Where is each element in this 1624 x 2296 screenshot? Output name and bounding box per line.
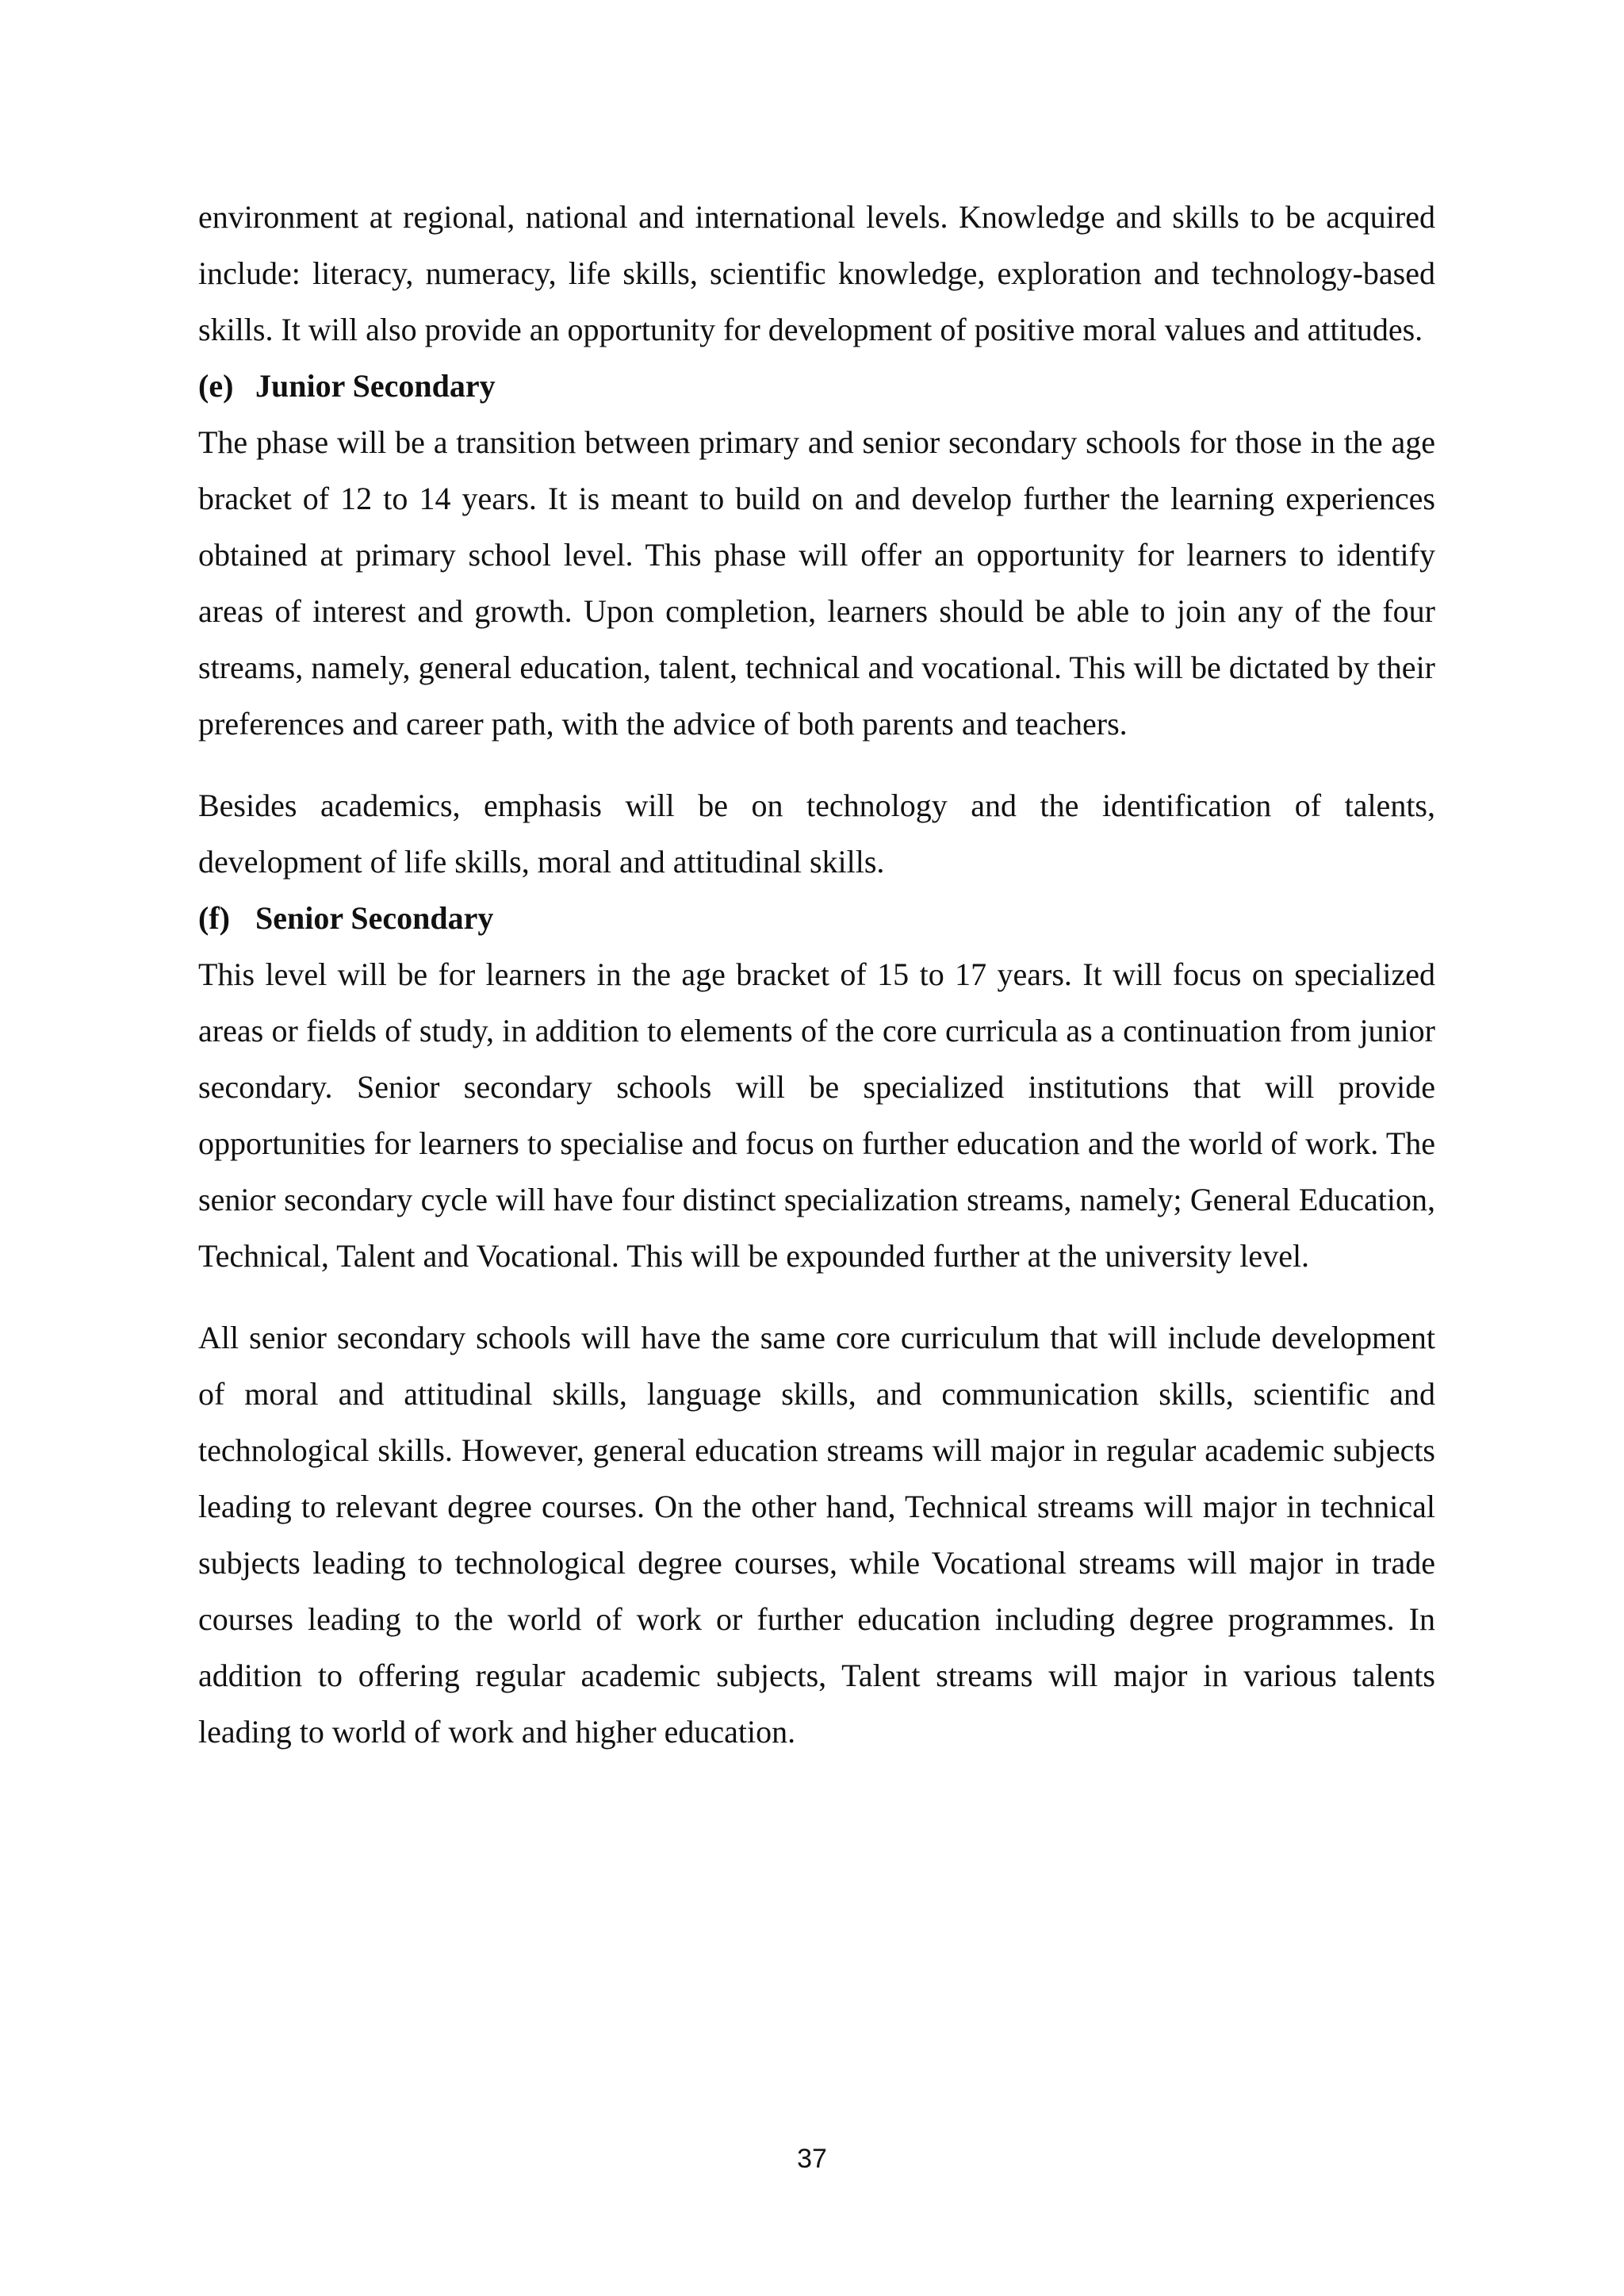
section-title: Junior Secondary xyxy=(255,368,496,404)
section-heading-senior-secondary xyxy=(198,890,1435,946)
section-heading-junior-secondary xyxy=(198,358,1435,414)
section-label: (f) xyxy=(198,900,230,936)
paragraph-intro: environment at regional, national and international levels. Knowledge and skills to be acquired include: literacy, numeracy, life skills, scientific knowledge, exploration and technology-based skills. It will also provide an opportunity for development of positive moral values and attitudes. xyxy=(198,199,1435,347)
paragraph-senior-2: All senior secondary schools will have the same core curriculum that will include development of moral and attitudinal skills, language skills, and communication skills, scientific and technological skills. However, general education streams will major in regular academic subjects leading to relevant degree courses. On the other hand, Technical streams will major in technical subjects leading to technological degree courses, while Vocational streams will major in trade courses leading to the world of work or further education including degree programmes. In addition to offering regular academic subjects, Talent streams will major in various talents leading to world of work and higher education. xyxy=(198,1320,1435,1750)
paragraph-junior-2: Besides academics, emphasis will be on technology and the identification of talents, development of life skills, moral and attitudinal skills. xyxy=(198,788,1435,880)
section-label: (e) xyxy=(198,368,234,404)
section-title: Senior Secondary xyxy=(255,900,494,936)
page-content xyxy=(198,189,1435,1760)
paragraph-senior-1: This level will be for learners in the age bracket of 15 to 17 years. It will focus on specialized areas or fields of study, in addition to elements of the core curricula as a continuation from junior secondary. Senior secondary schools will be specialized institutions that will provide opportunities for learners to specialise and focus on further education and the world of work. The senior secondary cycle will have four distinct specialization streams, namely; General Education, Technical, Talent and Vocational. This will be expounded further at the university level. xyxy=(198,956,1435,1274)
page-number: 37 xyxy=(797,2144,827,2174)
paragraph-junior-1: The phase will be a transition between primary and senior secondary schools for those in the age bracket of 12 to 14 years. It is meant to build on and develop further the learning experiences obtained at primary school level. This phase will offer an opportunity for learners to identify areas of interest and growth. Upon completion, learners should be able to join any of the four streams, namely, general education, talent, technical and vocational. This will be dictated by their preferences and career path, with the advice of both parents and teachers. xyxy=(198,424,1435,742)
